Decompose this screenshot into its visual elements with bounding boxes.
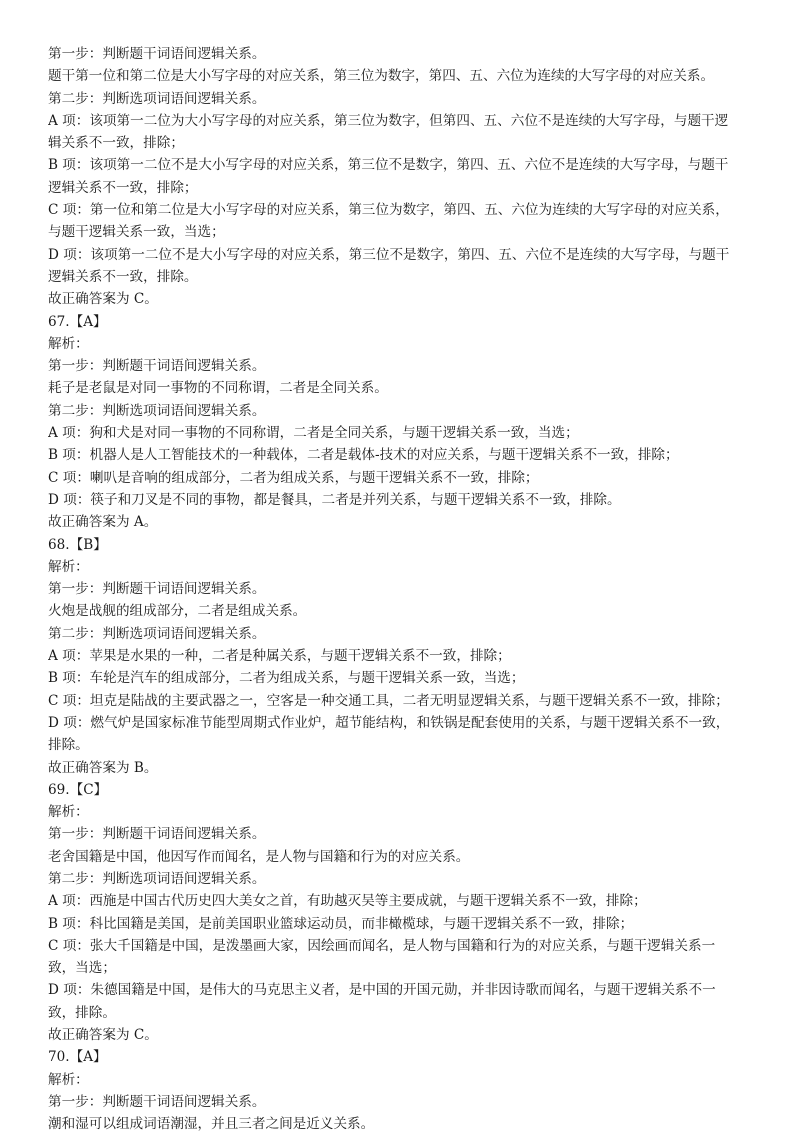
text-line: B 项：科比国籍是美国，是前美国职业篮球运动员，而非橄榄球，与题干逻辑关系不一致，排除； [48,915,634,932]
text-line: 逻辑关系不一致，排除。 [48,268,198,285]
analysis-label: 解析： [48,1071,89,1088]
text-line: A 项：西施是中国古代历史四大美女之首，有助越灭吴等主要成就，与题干逻辑关系不一致，排除； [48,893,647,910]
text-line: 第一步：判断题干词语间逻辑关系。 [48,581,266,598]
text-line: C 项：喇叭是音响的组成部分，二者为组成关系，与题干逻辑关系不一致，排除； [48,469,539,486]
question-number: 69.【C】 [48,781,108,798]
text-line: 致，当选； [48,960,116,977]
text-line: C 项：第一位和第二位是大小写字母的对应关系，第三位为数字，第四、五、六位为连续的大写字母的对应关系， [48,202,729,219]
text-line: C 项：张大千国籍是中国，是泼墨画大家，因绘画而闻名，是人物与国籍和行为的对应关系，与题干逻辑关系一 [48,937,716,954]
analysis-label: 解析： [48,558,89,575]
answer-line: 故正确答案为 A。 [48,514,158,531]
text-line: D 项：燃气炉是国家标准节能型周期式作业炉，超节能结构，和铁锅是配套使用的关系，与题干逻辑关系不一致， [48,714,730,731]
answer-line: 故正确答案为 C。 [48,291,158,308]
question-number: 67.【A】 [48,313,107,330]
text-line: 排除。 [48,737,89,754]
text-line: D 项：该项第一二位不是大小写字母的对应关系，第三位不是数字，第四、五、六位不是连续的大写字母，与题干 [48,246,730,263]
text-line: 火炮是战舰的组成部分，二者是组成关系。 [48,603,307,620]
analysis-label: 解析： [48,335,89,352]
text-line: 第一步：判断题干词语间逻辑关系。 [48,826,266,843]
text-line: B 项：该项第一二位不是大小写字母的对应关系，第三位不是数字，第四、五、六位不是连续的大写字母，与题干 [48,157,729,174]
question-number: 70.【A】 [48,1049,107,1066]
answer-line: 故正确答案为 B。 [48,759,158,776]
text-line: 耗子是老鼠是对同一事物的不同称谓，二者是全同关系。 [48,380,388,397]
text-line: 题干第一位和第二位是大小写字母的对应关系，第三位为数字，第四、五、六位为连续的大写字母的对应关系。 [48,68,715,85]
text-line: 致，排除。 [48,1004,116,1021]
analysis-label: 解析： [48,804,89,821]
text-line: A 项：该项第一二位为大小写字母的对应关系，第三位为数字，但第四、五、六位不是连续的大写字母，与题干逻 [48,112,729,129]
text-line: 第一步：判断题干词语间逻辑关系。 [48,1093,266,1110]
text-line: D 项：筷子和刀叉是不同的事物，都是餐具，二者是并列关系，与题干逻辑关系不一致，排除。 [48,491,621,508]
text-line: 第二步：判断选项词语间逻辑关系。 [48,870,266,887]
text-line: C 项：坦克是陆战的主要武器之一，空客是一种交通工具，二者无明显逻辑关系，与题干逻辑关系不一致，排除； [48,692,729,709]
text-line: A 项：狗和犬是对同一事物的不同称谓，二者是全同关系，与题干逻辑关系一致，当选； [48,425,579,442]
question-number: 68.【B】 [48,536,107,553]
text-line: 第二步：判断选项词语间逻辑关系。 [48,402,266,419]
text-line: 第一步：判断题干词语间逻辑关系。 [48,358,266,375]
text-line: 老舍国籍是中国，他因写作而闻名，是人物与国籍和行为的对应关系。 [48,848,470,865]
text-line: B 项：车轮是汽车的组成部分，二者为组成关系，与题干逻辑关系一致，当选； [48,670,525,687]
text-line: 潮和湿可以组成词语潮湿，并且三者之间是近义关系。 [48,1116,375,1133]
text-line: 第二步：判断选项词语间逻辑关系。 [48,90,266,107]
text-line: 辑关系不一致，排除； [48,135,184,152]
text-line: B 项：机器人是人工智能技术的一种载体，二者是载体-技术的对应关系，与题干逻辑关系不一致，排除； [48,447,679,464]
text-line: 第二步：判断选项词语间逻辑关系。 [48,625,266,642]
text-line: D 项：朱德国籍是中国，是伟大的马克思主义者，是中国的开国元勋，并非因诗歌而闻名，与题干逻辑关系不一 [48,982,716,999]
text-line: 与题干逻辑关系一致，当选； [48,224,225,241]
text-line: 逻辑关系不一致，排除； [48,179,198,196]
answer-line: 故正确答案为 C。 [48,1027,158,1044]
text-line: 第一步：判断题干词语间逻辑关系。 [48,46,266,62]
text-line: A 项：苹果是水果的一种，二者是种属关系，与题干逻辑关系不一致，排除； [48,648,511,665]
